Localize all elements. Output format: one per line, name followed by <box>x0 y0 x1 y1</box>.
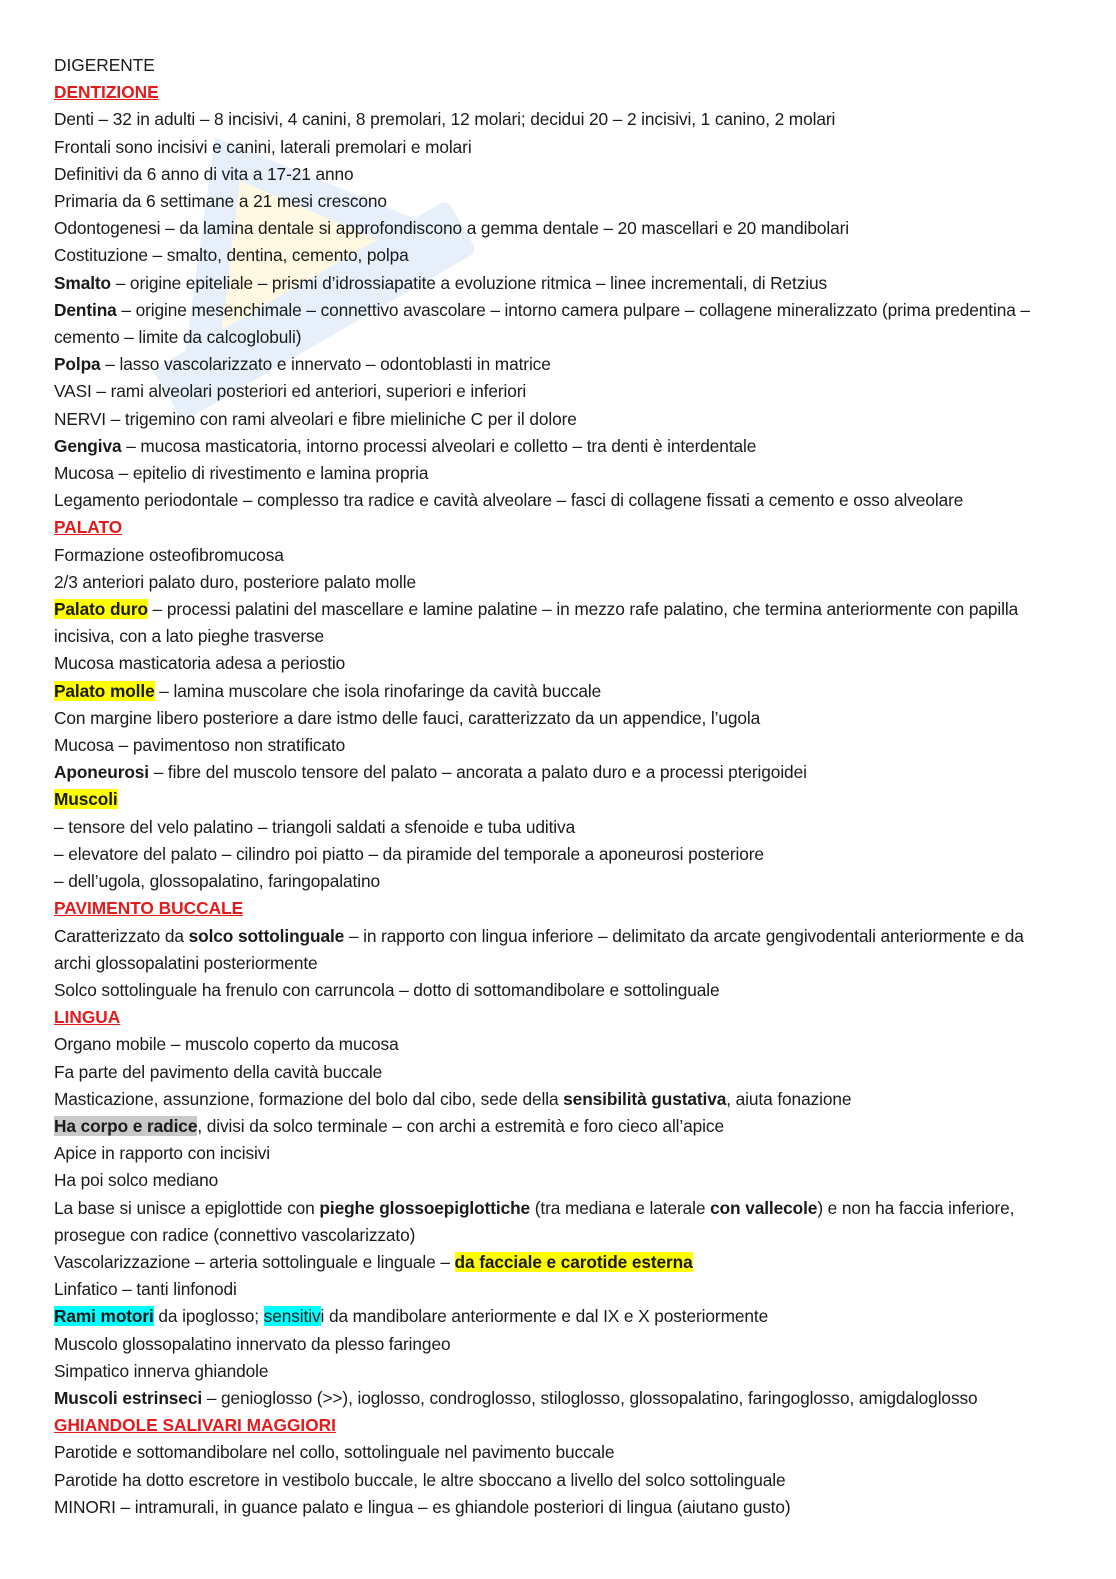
text-line <box>54 1303 1064 1330</box>
text-line: Parotide e sottomandibolare nel collo, sottolinguale nel pavimento buccale <box>54 1442 615 1463</box>
text-line: Solco sottolinguale ha frenulo con carruncola – dotto di sottomandibolare e sottolinguale <box>54 979 720 1000</box>
highlighted-term: Palato molle <box>54 680 155 701</box>
text-line <box>54 759 1064 786</box>
text-line: Frontali sono incisivi e canini, laterali premolari e molari <box>54 136 472 157</box>
text-fragment: i da mandibolare anteriormente e dal IX e X posteriormente <box>320 1306 769 1327</box>
text-line <box>54 1086 1064 1113</box>
bold-term: pieghe glossoepiglottiche <box>319 1197 531 1218</box>
text-line <box>54 433 1064 460</box>
bold-term: solco sottolinguale <box>188 925 345 946</box>
text-fragment: , divisi da solco terminale – con archi a estremità e foro cieco all’apice <box>197 1115 724 1136</box>
text-line: Costituzione – smalto, dentina, cemento, polpa <box>54 245 409 266</box>
text-fragment: – processi palatini del mascellare e lamine palatine – in mezzo rafe palatino, che termina anteriormente con papilla incisiva, con a lato pieghe trasverse <box>54 599 1019 647</box>
text-line: Mucosa – epitelio di rivestimento e lamina propria <box>54 463 429 484</box>
text-fragment: Vascolarizzazione – arteria sottolinguale e linguale – <box>54 1251 455 1272</box>
text-fragment: – fibre del muscolo tensore del palato – ancorata a palato duro e a processi pterigoidei <box>149 762 807 783</box>
section-heading-pavimento-buccale: PAVIMENTO BUCCALE <box>54 898 244 919</box>
text-fragment: La base si unisce a epiglottide con <box>54 1197 320 1218</box>
text-fragment: Masticazione, assunzione, formazione del bolo dal cibo, sede della <box>54 1088 564 1109</box>
text-line <box>54 923 1064 977</box>
bold-term: Muscoli estrinseci <box>54 1387 203 1408</box>
text-line <box>54 270 1064 297</box>
text-line: – tensore del velo palatino – triangoli saldati a sfenoide e tuba uditiva <box>54 816 576 837</box>
text-line: – elevatore del palato – cilindro poi piatto – da piramide del temporale a aponeurosi posteriore <box>54 843 764 864</box>
text-line: Definitivi da 6 anno di vita a 17-21 anno <box>54 163 354 184</box>
text-line: Simpatico innerva ghiandole <box>54 1360 269 1381</box>
text-line <box>54 1249 1064 1276</box>
section-heading-dentizione: DENTIZIONE <box>54 82 159 103</box>
section-heading-lingua: LINGUA <box>54 1007 121 1028</box>
highlighted-term: Palato duro <box>54 599 148 620</box>
text-line: Primaria da 6 settimane a 21 mesi crescono <box>54 191 387 212</box>
bold-term: Aponeurosi <box>54 762 150 783</box>
text-line: VASI – rami alveolari posteriori ed anteriori, superiori e inferiori <box>54 381 527 402</box>
text-fragment: – origine epiteliale – prismi d’idrossiapatite a evoluzione ritmica – linee incrementali, di Retzius <box>111 272 828 293</box>
bold-term: sensibilità gustativa <box>563 1088 727 1109</box>
highlighted-term: Rami motori <box>54 1306 154 1327</box>
text-line: Denti – 32 in adulti – 8 incisivi, 4 canini, 8 premolari, 12 molari; decidui 20 – 2 incisivi, 1 canino, 2 molari <box>54 109 836 130</box>
document-page <box>54 52 1064 1521</box>
text-fragment: (tra mediana e laterale <box>530 1197 711 1218</box>
section-heading-palato: PALATO <box>54 517 123 538</box>
highlighted-term: da facciale e carotide esterna <box>454 1251 693 1272</box>
bold-term: Dentina <box>54 299 117 320</box>
section-heading-ghiandole-salivari: GHIANDOLE SALIVARI MAGGIORI <box>54 1415 336 1436</box>
highlighted-term: Ha corpo e radice <box>54 1115 198 1136</box>
highlighted-term: sensitiv <box>263 1306 321 1327</box>
text-fragment: ) e non ha faccia inferiore, prosegue con radice (connettivo vascolarizzato) <box>54 1197 1015 1245</box>
bold-term: con vallecole <box>710 1197 818 1218</box>
text-fragment: – lasso vascolarizzato e innervato – odontoblasti in matrice <box>100 354 551 375</box>
text-line: Muscolo glossopalatino innervato da plesso faringeo <box>54 1333 451 1354</box>
text-line: Parotide ha dotto escretore in vestibolo buccale, le altre sboccano a livello del solco sottolinguale <box>54 1469 786 1490</box>
text-line <box>54 351 1064 378</box>
text-line <box>54 297 1064 351</box>
text-fragment: – in rapporto con lingua inferiore – delimitato da arcate gengivodentali anteriormente e da archi glossopalatini posteriormente <box>54 925 1024 973</box>
text-line: Ha poi solco mediano <box>54 1170 219 1191</box>
text-fragment: da ipoglosso; <box>153 1306 264 1327</box>
text-line <box>54 596 1064 650</box>
bold-term: Polpa <box>54 354 101 375</box>
document-title: DIGERENTE <box>54 55 155 75</box>
text-line: Linfatico – tanti linfonodi <box>54 1279 237 1300</box>
text-line: Apice in rapporto con incisivi <box>54 1143 271 1164</box>
text-fragment: , aiuta fonazione <box>726 1088 852 1109</box>
text-line <box>54 678 1064 705</box>
text-line: Con margine libero posteriore a dare istmo delle fauci, caratterizzato da un appendice, l’ugola <box>54 707 761 728</box>
highlighted-term: Muscoli <box>54 789 118 810</box>
text-fragment: – genioglosso (>>), ioglosso, condroglosso, stiloglosso, glossopalatino, faringoglosso, amigdaloglosso <box>202 1387 978 1408</box>
text-fragment: – mucosa masticatoria, intorno processi alveolari e colletto – tra denti è interdentale <box>121 435 757 456</box>
text-fragment: Caratterizzato da <box>54 925 189 946</box>
text-line: 2/3 anteriori palato duro, posteriore palato molle <box>54 571 416 592</box>
text-line <box>54 1195 1064 1249</box>
text-line: Odontogenesi – da lamina dentale si approfondiscono a gemma dentale – 20 mascellari e 20 mandibolari <box>54 218 850 239</box>
text-line: NERVI – trigemino con rami alveolari e fibre mieliniche C per il dolore <box>54 408 577 429</box>
text-line <box>54 786 1064 813</box>
text-line: Mucosa masticatoria adesa a periostio <box>54 653 346 674</box>
text-line: Fa parte del pavimento della cavità buccale <box>54 1061 383 1082</box>
text-fragment: – lamina muscolare che isola rinofaringe da cavità buccale <box>154 680 602 701</box>
text-line: MINORI – intramurali, in guance palato e lingua – es ghiandole posteriori di lingua (aiutano gusto) <box>54 1496 791 1517</box>
text-fragment: – origine mesenchimale – connettivo avascolare – intorno camera pulpare – collagene mineralizzato (prima predentina – cemento – limite da calcoglobuli) <box>54 299 1030 348</box>
text-line: Organo mobile – muscolo coperto da mucosa <box>54 1034 399 1055</box>
bold-term: Smalto <box>54 272 112 293</box>
text-line <box>54 1113 1064 1140</box>
text-line: Mucosa – pavimentoso non stratificato <box>54 735 346 756</box>
bold-term: Gengiva <box>54 435 122 456</box>
text-line: – dell’ugola, glossopalatino, faringopalatino <box>54 871 381 892</box>
text-line: Legamento periodontale – complesso tra radice e cavità alveolare – fasci di collagene fissati a cemento e osso alveolare <box>54 490 964 511</box>
text-line <box>54 1385 1064 1412</box>
text-line: Formazione osteofibromucosa <box>54 544 284 565</box>
